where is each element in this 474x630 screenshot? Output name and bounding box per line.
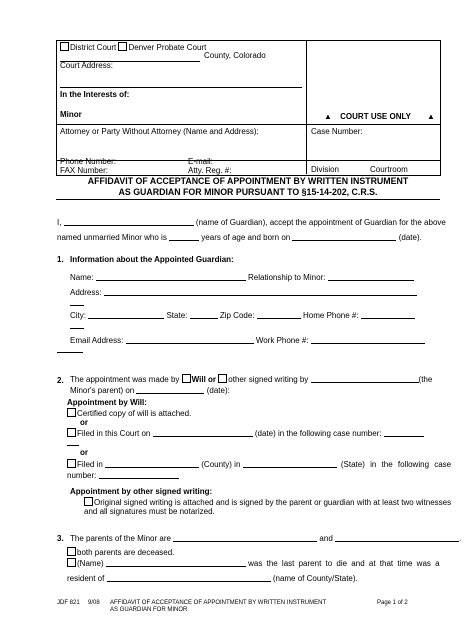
relationship-field[interactable]: [328, 272, 414, 281]
both-deceased-checkbox[interactable]: [67, 547, 76, 556]
courtroom-label: Courtroom: [370, 165, 408, 174]
city-label: City:: [70, 311, 86, 320]
email-address-field[interactable]: [126, 335, 254, 344]
other-writing-checkbox[interactable]: [218, 374, 227, 383]
filed-court-continuation: [67, 445, 79, 446]
arrow-up-icon-right: ▲: [427, 112, 435, 121]
and-label: and: [319, 534, 333, 543]
form-title-line-2: AS GUARDIAN FOR MINOR PURSUANT TO §15-14-202, C.R.S.: [118, 187, 378, 197]
email-continuation: [57, 352, 83, 353]
parents-label: The parents of the Minor are: [70, 534, 171, 543]
home-phone-field[interactable]: [361, 310, 415, 319]
division-label: Division: [311, 165, 340, 174]
state-field[interactable]: [190, 310, 218, 319]
filed-court-case-field[interactable]: [384, 428, 424, 437]
intro-age-text: years of age and born on: [201, 233, 291, 242]
city-field[interactable]: [88, 310, 164, 319]
home-phone-label: Home Phone #:: [303, 311, 359, 320]
intro-line-1: [57, 217, 446, 227]
the-label: (the: [418, 375, 433, 384]
caption-divider: [306, 40, 307, 174]
intro-date-text: (date).: [398, 233, 422, 242]
interests-label: In the Interests of:: [60, 90, 130, 99]
phone-label: Phone Number:: [60, 157, 117, 166]
court-address-line: [60, 87, 302, 88]
intro-line-2: [57, 232, 422, 242]
name-field[interactable]: [96, 272, 246, 281]
last-parent-checkbox[interactable]: [67, 558, 76, 567]
both-deceased-label: both parents are deceased.: [77, 548, 175, 557]
filed-court-row: [67, 428, 424, 438]
original-writing-label: Original signed writing is attached and is signed by the parent or guardian with at least two witnesses: [94, 498, 452, 507]
intro-minor-text: named unmarried Minor who is: [57, 233, 167, 242]
case-number-label: Case Number:: [311, 127, 363, 136]
guardian-email-row: [70, 335, 425, 345]
name-label: Name:: [70, 273, 94, 282]
resident-label: resident of: [67, 574, 105, 583]
last-parent-row: [67, 558, 440, 568]
by-will-heading: Appointment by Will:: [67, 398, 147, 407]
filed-in-number-row: [67, 470, 179, 480]
section-1-heading: Information about the Appointed Guardian:: [70, 255, 234, 264]
footer-rev: 9/08: [88, 600, 100, 606]
certified-copy-checkbox[interactable]: [67, 408, 76, 417]
other-signed-by-field[interactable]: [311, 374, 419, 383]
guardian-name-row: [70, 272, 414, 282]
both-deceased-row: [67, 547, 174, 557]
district-court-checkbox[interactable]: [60, 42, 69, 51]
number-label: number:: [67, 471, 97, 480]
footer-title-2: AS GUARDIAN FOR MINOR: [110, 607, 188, 613]
work-phone-field[interactable]: [311, 335, 425, 344]
section-2-number: 2.: [57, 376, 64, 385]
zip-field[interactable]: [257, 310, 301, 319]
court-address-label: Court Address:: [60, 61, 113, 70]
section-2-line-1: [70, 374, 432, 384]
city-continuation: [70, 328, 84, 329]
original-row: [84, 497, 451, 507]
filed-court-label: Filed in this Court on: [77, 429, 151, 438]
or-label: or: [208, 375, 217, 384]
arrow-up-icon: ▲: [324, 112, 332, 121]
will-label: Will: [191, 375, 206, 384]
by-other-heading: Appointment by other signed writing:: [70, 487, 213, 496]
atty-reg-label: Atty. Reg. #:: [188, 166, 232, 175]
or-label-1: or: [80, 418, 88, 427]
fax-label: FAX Number:: [60, 166, 109, 175]
filed-court-date-field[interactable]: [153, 428, 253, 437]
guardian-name-field[interactable]: [64, 217, 194, 226]
resident-row: [67, 573, 358, 583]
relationship-label: Relationship to Minor:: [248, 273, 326, 282]
zip-label: Zip Code:: [219, 311, 255, 320]
attorney-label: Attorney or Party Without Attorney (Name and Address):: [60, 127, 259, 136]
minor-age-field[interactable]: [169, 232, 199, 241]
district-court-label: District Court: [70, 43, 117, 52]
original-writing-checkbox[interactable]: [84, 497, 93, 506]
section-3-number: 3.: [57, 534, 64, 543]
parent-1-field[interactable]: [173, 533, 317, 542]
address-continuation: [70, 305, 84, 306]
email-address-label: Email Address:: [70, 336, 124, 345]
minors-parent-label: Minor's parent) on: [70, 386, 135, 395]
county-colorado-label: County, Colorado: [204, 51, 266, 60]
section-1-number: 1.: [57, 255, 64, 264]
address-field[interactable]: [104, 287, 417, 296]
caption-row-line-1: [56, 124, 440, 125]
parent-2-field[interactable]: [335, 533, 462, 543]
intro-i: I,: [57, 218, 62, 227]
work-phone-label: Work Phone #:: [255, 336, 309, 345]
intro-guardian-text: (name of Guardian), accept the appointment of Guardian for the above: [195, 218, 446, 227]
parents-row: [70, 533, 461, 543]
footer-title-1: AFFIDAVIT OF ACCEPTANCE OF APPOINTMENT BY WRITTEN INSTRUMENT: [110, 600, 327, 606]
writing-date-field[interactable]: [136, 385, 204, 394]
court-selection: [60, 42, 206, 52]
footer-form-id: JDF 821: [57, 600, 80, 606]
minor-label: Minor: [60, 110, 82, 119]
certified-row: [67, 408, 191, 418]
section-2-line-2: [70, 385, 230, 395]
denver-probate-label: Denver Probate Court: [128, 43, 207, 52]
filed-in-label: Filed in: [77, 460, 103, 469]
filed-court-checkbox[interactable]: [67, 428, 76, 437]
name-paren-label: (Name): [77, 559, 104, 568]
filed-court-case-label: (date) in the following case number:: [254, 429, 382, 438]
filed-in-row: [67, 459, 451, 469]
period-label: .: [459, 534, 462, 543]
last-parent-name-field[interactable]: [106, 558, 246, 567]
certified-copy-label: Certified copy of will is attached.: [77, 409, 192, 418]
or-label-2: or: [80, 448, 88, 457]
state-in-label: (State) in the following case: [340, 460, 452, 469]
minor-dob-field[interactable]: [292, 232, 396, 241]
date-label: (date):: [206, 386, 230, 395]
other-signed-label: other signed writing by: [228, 375, 309, 384]
guardian-city-row: [70, 310, 415, 320]
court-use-only: [324, 112, 411, 121]
filed-state-field[interactable]: [243, 459, 337, 468]
county-in-label: (County) in: [201, 460, 241, 469]
appointment-text: The appointment was made by: [70, 375, 180, 384]
resident-county-field[interactable]: [107, 573, 271, 582]
will-checkbox[interactable]: [182, 374, 191, 383]
form-title-line-1: AFFIDAVIT OF ACCEPTANCE OF APPOINTMENT BY WRITTEN INSTRUMENT: [87, 176, 409, 186]
state-label: State:: [166, 311, 188, 320]
filed-in-checkbox[interactable]: [67, 459, 76, 468]
email-label: E-mail:: [188, 157, 213, 166]
last-parent-label: was the last parent to die and at that time was a: [248, 559, 440, 568]
footer-page: Page 1 of 2: [377, 600, 408, 606]
address-label: Address:: [70, 288, 102, 297]
notarized-text: and all signatures must be notarized.: [84, 507, 215, 516]
filed-case-number-field[interactable]: [99, 470, 179, 479]
denver-probate-checkbox[interactable]: [118, 42, 127, 51]
filed-county-field[interactable]: [105, 459, 199, 468]
title-bottom-line: [56, 199, 440, 200]
county-state-label: (name of County/State).: [272, 574, 358, 583]
court-use-only-label: COURT USE ONLY: [340, 112, 411, 121]
guardian-address-row: [70, 287, 417, 297]
